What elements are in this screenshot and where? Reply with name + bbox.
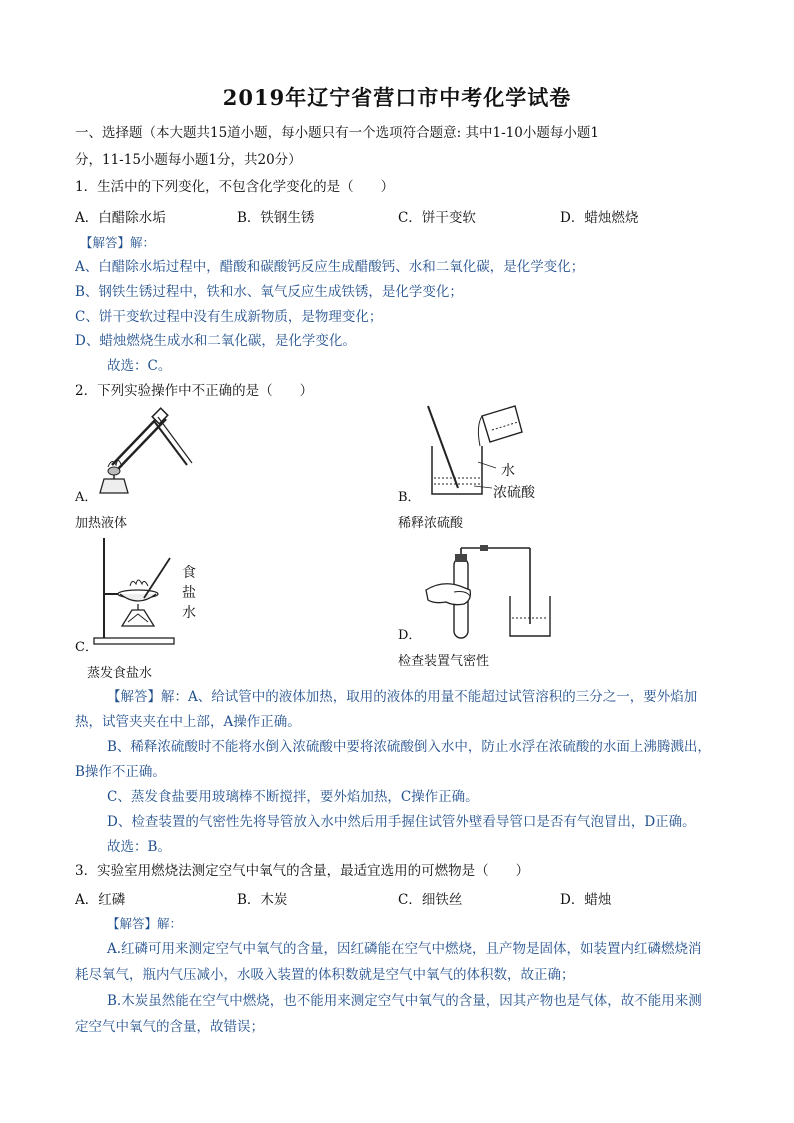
q3-option-d: D．蜡烛	[560, 892, 612, 908]
q1-option-d: D．蜡烛燃烧	[560, 210, 639, 226]
airtightness-check-figure	[424, 544, 554, 640]
diluting-acid-label: 浓硫酸	[493, 485, 535, 501]
heating-liquid-figure	[92, 405, 202, 500]
q2-option-c-caption: 蒸发食盐水	[87, 666, 153, 681]
brine-label-3: 水	[182, 605, 196, 621]
brine-label-1: 食	[182, 565, 196, 581]
evaporating-brine-figure	[92, 536, 184, 646]
q2-option-d-letter: D．	[398, 628, 422, 643]
page-title: 2019年辽宁省营口市中考化学试卷	[222, 85, 572, 110]
q3-answer-header: 【解答】解：	[107, 916, 183, 931]
q1-choice: 故选：C。	[107, 358, 172, 374]
q2-answer-line-6: D、检查装置的气密性先将导管放入水中然后用手握住试管外壁看导管口是否有气泡冒出，D正确。	[107, 814, 696, 830]
q1-option-c: C．饼干变软	[398, 210, 476, 226]
q2-option-d-caption: 检查装置气密性	[398, 654, 490, 669]
section-heading-line-2: 分，11-15小题每小题1分，共20分）	[75, 152, 302, 168]
q2-option-b-caption: 稀释浓硫酸	[398, 516, 464, 531]
q3-option-c: C．细铁丝	[398, 892, 463, 908]
q1-stem: 1．生活中的下列变化，不包含化学变化的是（ ）	[75, 179, 395, 195]
q1-option-a: A．白醋除水垢	[75, 210, 166, 226]
q2-answer-line-2: 热，试管夹夹在中上部，A操作正确。	[75, 714, 301, 730]
diluting-water-label: 水	[501, 463, 515, 479]
q1-answer-line-d: D、蜡烛燃烧生成水和二氧化碳，是化学变化。	[75, 333, 356, 349]
q3-answer-line-4: 定空气中氧气的含量，故错误；	[75, 1019, 264, 1035]
q3-option-b: B．木炭	[237, 892, 288, 908]
section-heading-line-1: 一、选择题（本大题共15道小题，每小题只有一个选项符合题意: 其中1-10小题每小题1	[75, 125, 599, 141]
q1-answer-line-b: B、钢铁生锈过程中，铁和水、氧气反应生成铁锈，是化学变化；	[75, 284, 463, 300]
q2-option-c-letter: C．	[75, 640, 98, 655]
q2-stem: 2．下列实验操作中不正确的是（ ）	[75, 383, 314, 399]
q3-answer-line-3: B.木炭虽然能在空气中燃烧，也不能用来测定空气中氧气的含量，因其产物也是气体，故不能用来测	[107, 993, 702, 1009]
q1-option-b: B．铁钢生锈	[237, 210, 315, 226]
q2-choice: 故选：B。	[107, 839, 171, 855]
q3-stem: 3．实验室用燃烧法测定空气中氧气的含量，最适宜选用的可燃物是（ ）	[75, 863, 530, 879]
q2-option-a-caption: 加热液体	[75, 516, 128, 531]
q1-answer-line-c: C、饼干变软过程中没有生成新物质，是物理变化；	[75, 309, 383, 325]
q3-option-a: A．红磷	[75, 892, 126, 908]
q2-answer-line-1: 【解答】解：A、给试管中的液体加热，取用的液体的用量不能超过试管溶积的三分之一，要外焰加	[107, 689, 698, 705]
q2-answer-line-5: C、蒸发食盐要用玻璃棒不断搅拌，要外焰加热，C操作正确。	[107, 789, 479, 805]
q2-option-b-letter: B．	[398, 490, 421, 505]
q2-option-a-letter: A．	[75, 490, 98, 505]
q1-answer-header: 【解答】解：	[80, 235, 156, 250]
q2-answer-line-3: B、稀释浓硫酸时不能将水倒入浓硫酸中要将浓硫酸倒入水中，防止水浮在浓硫酸的水面上沸腾溅出，	[107, 739, 711, 755]
q3-answer-line-2: 耗尽氧气，瓶内气压减小，水吸入装置的体积数就是空气中氧气的体积数，故正确；	[75, 967, 575, 983]
brine-label-2: 盐	[182, 585, 196, 601]
q2-answer-line-4: B操作不正确。	[75, 764, 166, 780]
q3-answer-line-1: A.红磷可用来测定空气中氧气的含量，因红磷能在空气中燃烧，且产物是固体，如装置内红磷燃烧消	[107, 941, 702, 957]
q1-answer-line-a: A、白醋除水垢过程中，醋酸和碳酸钙反应生成醋酸钙、水和二氧化碳，是化学变化；	[75, 259, 585, 275]
